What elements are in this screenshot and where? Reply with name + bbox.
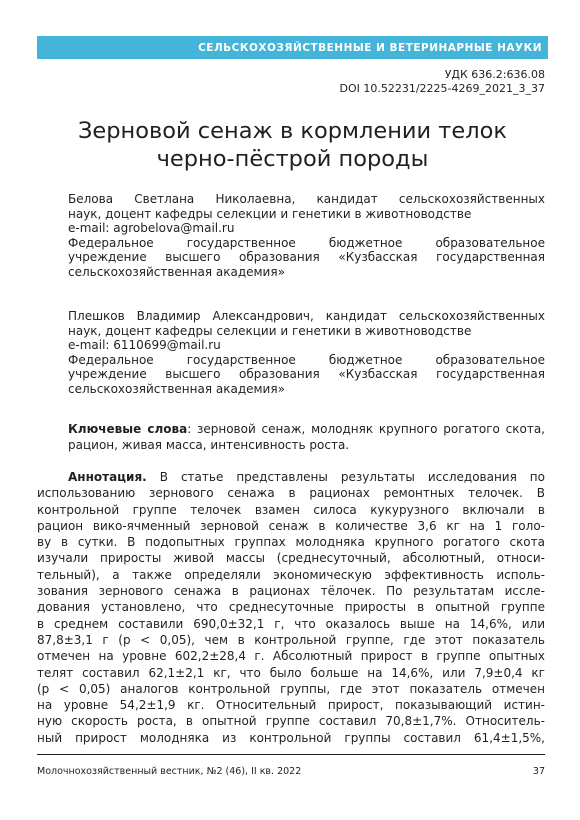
abstract-line: Аннотация. В статье представлены результаты исследования по xyxy=(68,470,545,484)
udk-code: УДК 636.2:636.08 xyxy=(444,68,545,81)
section-label: СЕЛЬСКОХОЗЯЙСТВЕННЫЕ И ВЕТЕРИНАРНЫЕ НАУКИ xyxy=(198,41,542,54)
abstract-line: в среднем составили 690,0±32,1 г, что оказалось выше на 14,6%, или xyxy=(37,616,545,631)
abstract-line: 87,8±3,1 г (р < 0,05), чем в контрольной группе, где этот показатель xyxy=(37,632,545,647)
article-identifiers xyxy=(339,68,545,96)
abstract-line: на уровне 54,2±1,9 кг. Относительный прирост, показывающий истин- xyxy=(37,698,545,713)
abstract-line: отмечен на уровне 602,2±28,4 г. Абсолютный прирост в группе опытных xyxy=(37,649,545,664)
abstract-line: рацион вико-ячменный зерновой сенаж в количестве 3,6 кг на 1 голо- xyxy=(37,518,545,533)
abstract-line: (р < 0,05) аналогов контрольной группы, где этот показатель отмечен xyxy=(37,681,545,696)
author-2-email: e-mail: 6110699@mail.ru xyxy=(68,338,221,352)
abstract-line: изучали приросты живой массы (среднесуточный, абсолютный, относи- xyxy=(37,551,545,566)
author-2-affiliation-line-2: учреждение высшего образования «Кузбасская государственная xyxy=(68,367,545,381)
abstract-line: дования установлено, что среднесуточные приросты в опытной группе xyxy=(37,600,545,615)
page-number: 37 xyxy=(532,766,545,777)
author-2-name-line: Плешков Владимир Александрович, кандидат сельскохозяйственных xyxy=(68,309,545,323)
title-line-2: черно-пёстрой породы xyxy=(156,146,429,172)
abstract-line: ву в сутки. В подопытных группах молодняка крупного рогатого скота xyxy=(37,535,545,550)
abstract-line: ный прирост молодняка из контрольной группы составил 61,4±1,5%, xyxy=(37,730,545,745)
abstract-label: Аннотация. xyxy=(68,470,147,484)
author-2-position-line: наук, доцент кафедры селекции и генетики в животноводстве xyxy=(68,323,472,338)
author-2-affiliation-line-1: Федеральное государственное бюджетное образовательное xyxy=(68,352,545,367)
keywords-paragraph xyxy=(68,421,545,453)
author-1-email: e-mail: agrobelova@mail.ru xyxy=(68,221,235,235)
abstract-line: ную скорость роста, в опытной группе составил 70,8±1,7%. Относитель- xyxy=(37,714,545,729)
keywords-text: : зерновой сенаж, молодняк крупного рогатого скота, рацион, живая масса, интенсивность роста. xyxy=(68,422,545,452)
author-block-1 xyxy=(68,192,545,279)
author-block-2 xyxy=(68,309,545,396)
keywords-label: Ключевые слова xyxy=(68,422,188,436)
abstract-line: зования зернового сенажа в рационах тёлочек. По результатам иссле- xyxy=(37,584,545,599)
doi-code: DOI 10.52231/2225-4269_2021_3_37 xyxy=(339,82,545,95)
author-1-name-line: Белова Светлана Николаевна, кандидат сельскохозяйственных xyxy=(68,192,545,206)
abstract-line: контрольной группе телочек взамен силоса кукурузного включали в xyxy=(37,502,545,517)
abstract-line: телят составил 62,1±2,1 кг, что было больше на 14,6%, или 7,9±0,4 кг xyxy=(37,665,545,680)
author-1-position-line: наук, доцент кафедры селекции и генетики в животноводстве xyxy=(68,206,472,221)
author-2-affiliation-line-3: сельскохозяйственная академия» xyxy=(68,381,285,396)
author-1-affiliation-line-2: учреждение высшего образования «Кузбасская государственная xyxy=(68,250,545,264)
article-title xyxy=(40,117,545,173)
abstract-paragraph xyxy=(37,469,545,746)
abstract-line: тельный), а также определяли экономическую эффективность исполь- xyxy=(37,567,545,582)
title-line-1: Зерновой сенаж в кормлении телок xyxy=(77,118,507,144)
section-header-bar xyxy=(37,36,548,59)
author-1-affiliation-line-1: Федеральное государственное бюджетное образовательное xyxy=(68,235,545,250)
footer-divider xyxy=(37,754,545,755)
abstract-line: использованию зернового сенажа в рационах ремонтных телочек. В xyxy=(37,486,545,501)
journal-citation: Молочнохозяйственный вестник, №2 (46), II кв. 2022 xyxy=(37,766,302,777)
author-1-affiliation-line-3: сельскохозяйственная академия» xyxy=(68,264,285,279)
